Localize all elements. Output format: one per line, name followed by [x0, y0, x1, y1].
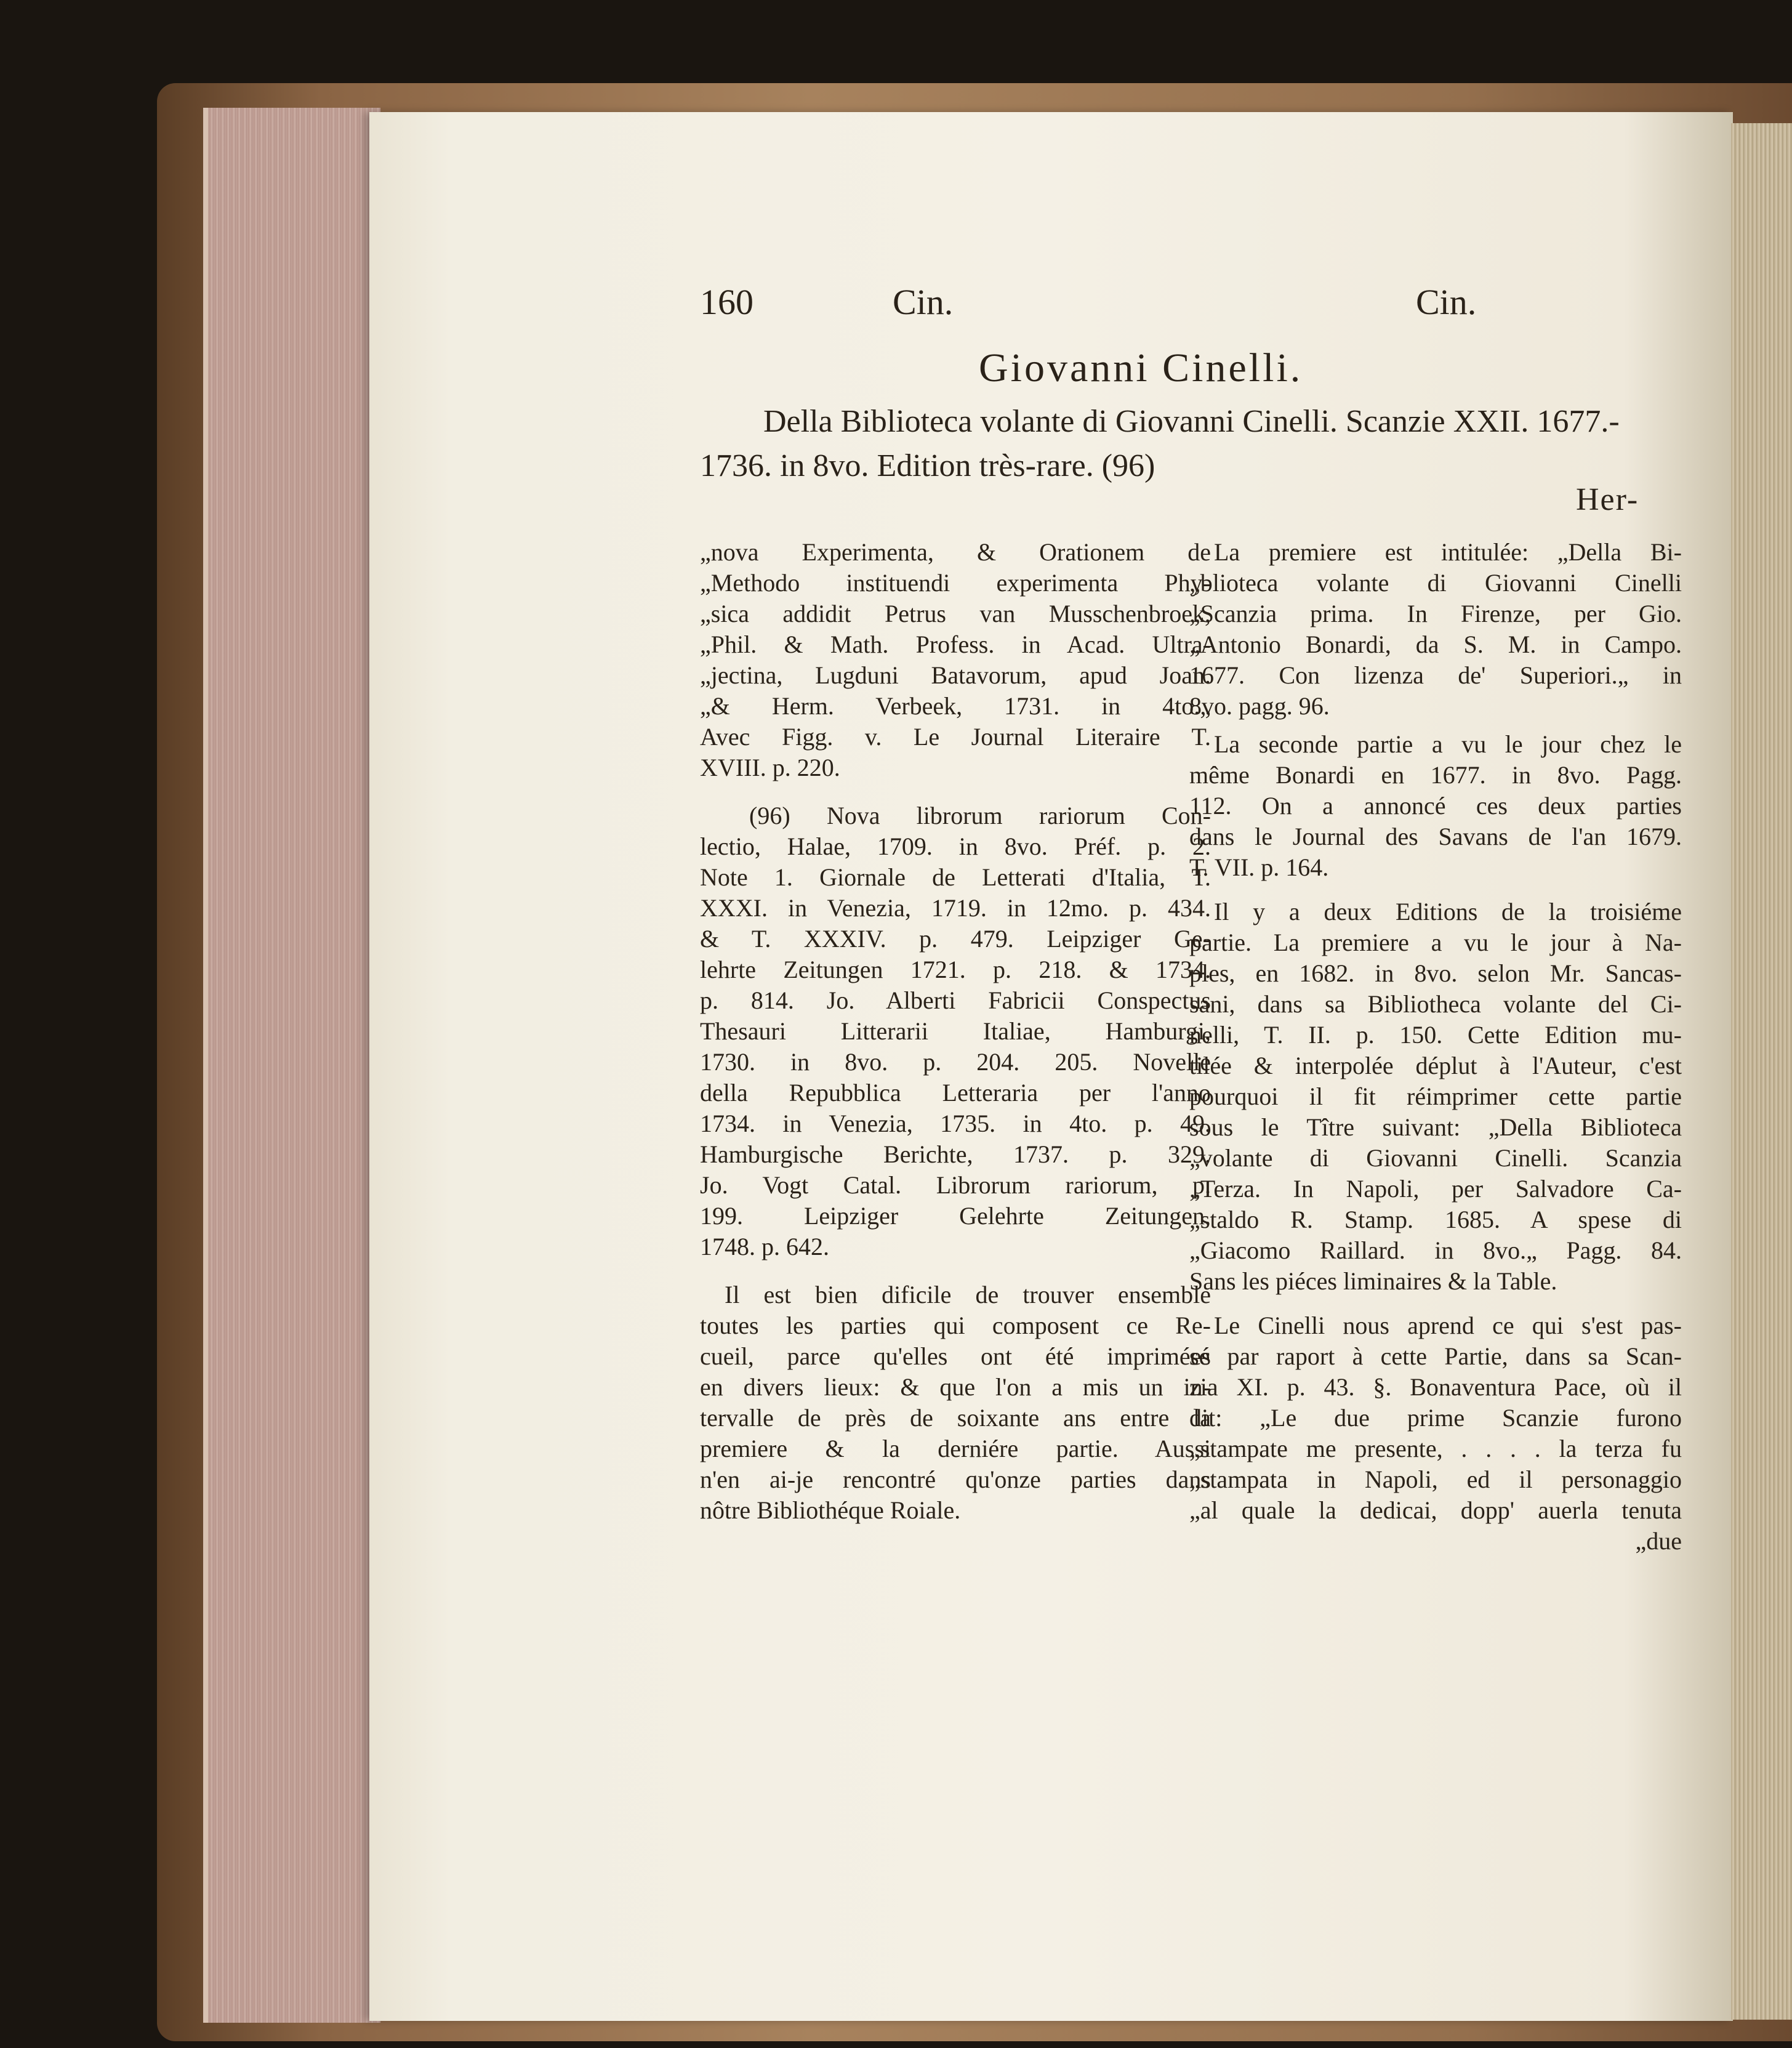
left-paragraph-3 — [700, 1280, 1211, 1526]
text-line: Il y a deux Editions de la troisiéme — [1214, 898, 1682, 925]
text-line: dans le Journal des Savans de l'an 1679. — [1189, 823, 1682, 850]
text-line: „Methodo instituendi experimenta Phy- — [700, 569, 1211, 597]
entry-author: Giovanni Cinelli. — [979, 345, 1303, 390]
text-line: Note 1. Giornale de Letterati d'Italia, T. — [700, 863, 1211, 891]
right-paragraph-1 — [1189, 537, 1682, 722]
text-line: „Terza. In Napoli, per Salvadore Ca- — [1189, 1175, 1682, 1203]
running-head-right: Cin. — [1416, 282, 1477, 322]
catchword-top: Her- — [1576, 482, 1639, 517]
text-line: sé par raport à cette Partie, dans sa Scan- — [1189, 1342, 1682, 1370]
book-page — [369, 112, 1733, 2021]
text-line: toutes les parties qui composent ce Re- — [700, 1312, 1211, 1339]
right-column — [1189, 537, 1682, 1557]
page-edges-right — [1731, 123, 1792, 2020]
text-line: „& Herm. Verbeek, 1731. in 4to.„ — [700, 692, 1211, 720]
text-line: nelli, T. II. p. 150. Cette Edition mu- — [1189, 1021, 1682, 1049]
text-line: „jectina, Lugduni Batavorum, apud Joan. — [700, 661, 1211, 689]
text-line: XVIII. p. 220. — [700, 754, 840, 781]
text-line: Hamburgische Berichte, 1737. p. 329. — [700, 1140, 1211, 1168]
text-line: 112. On a annoncé ces deux parties — [1189, 792, 1682, 820]
text-line: della Repubblica Letteraria per l'anno — [700, 1079, 1211, 1107]
text-line: premiere & la derniére partie. Aussi — [700, 1435, 1211, 1462]
text-line: lectio, Halae, 1709. in 8vo. Préf. p. 2. — [700, 833, 1211, 860]
text-line: zia XI. p. 43. §. Bonaventura Pace, où il — [1189, 1373, 1682, 1401]
text-line: tilée & interpolée déplut à l'Auteur, c'est — [1189, 1052, 1682, 1079]
text-line: „Phil. & Math. Profess. in Acad. Ultra- — [700, 631, 1211, 658]
text-line: 1748. p. 642. — [700, 1233, 829, 1260]
right-paragraph-4 — [1189, 1310, 1682, 1526]
text-line: 199. Leipziger Gelehrte Zeitungen, — [700, 1202, 1211, 1230]
text-line: XXXI. in Venezia, 1719. in 12mo. p. 434. — [700, 894, 1211, 922]
page-edges-left — [203, 108, 380, 2023]
left-paragraph-1 — [700, 537, 1211, 783]
text-line: „nova Experimenta, & Orationem de — [700, 538, 1211, 566]
text-line: sous le Tître suivant: „Della Biblioteca — [1189, 1113, 1682, 1141]
text-line: Jo. Vogt Catal. Librorum rariorum, p. — [700, 1171, 1211, 1199]
entry-title-line-1: Della Biblioteca volante di Giovanni Cinelli. Scanzie XXII. 1677.- — [763, 404, 1620, 439]
text-line: (96) Nova librorum rariorum Con- — [749, 802, 1211, 829]
left-column — [700, 537, 1211, 1526]
text-line: partie. La premiere a vu le jour à Na- — [1189, 929, 1682, 956]
text-line: Il est bien dificile de trouver ensemble — [725, 1281, 1211, 1308]
text-line: & T. XXXIV. p. 479. Leipziger Ge- — [700, 925, 1211, 953]
text-line: lehrte Zeitungen 1721. p. 218. & 1734. — [700, 956, 1211, 983]
text-line: Avec Figg. v. Le Journal Literaire T. — [700, 723, 1211, 751]
text-line: La seconde partie a vu le jour chez le — [1214, 730, 1682, 758]
text-line: sani, dans sa Bibliotheca volante del Ci- — [1189, 990, 1682, 1018]
running-head-left: Cin. — [893, 282, 954, 322]
text-line: „volante di Giovanni Cinelli. Scanzia — [1189, 1144, 1682, 1172]
text-line: pourquoi il fit réimprimer cette partie — [1189, 1082, 1682, 1110]
text-line: 1734. in Venezia, 1735. in 4to. p. 49. — [700, 1110, 1211, 1137]
text-line: 1677. Con lizenza de' Superiori.„ in — [1189, 661, 1682, 689]
text-line: dit: „Le due prime Scanzie furono — [1189, 1404, 1682, 1432]
text-line: nôtre Bibliothéque Roiale. — [700, 1496, 961, 1524]
text-line: „Antonio Bonardi, da S. M. in Campo. — [1189, 631, 1682, 658]
text-line: „blioteca volante di Giovanni Cinelli — [1189, 569, 1682, 597]
text-line: 1730. in 8vo. p. 204. 205. Novelle — [700, 1048, 1211, 1076]
text-line: tervalle de près de soixante ans entre la — [700, 1404, 1211, 1432]
text-line: 8vo. pagg. 96. — [1189, 692, 1330, 720]
text-line: Thesauri Litterarii Italiae, Hamburgi, — [700, 1017, 1211, 1045]
text-line: cueil, parce qu'elles ont été imprimées — [700, 1342, 1211, 1370]
text-line: ples, en 1682. in 8vo. selon Mr. Sancas- — [1189, 959, 1682, 987]
text-line: „al quale la dedicai, dopp' auerla tenuta — [1189, 1496, 1682, 1524]
text-line: T. VII. p. 164. — [1189, 853, 1329, 881]
page-number: 160 — [700, 282, 753, 322]
text-line: n'en ai-je rencontré qu'onze parties dans — [700, 1465, 1211, 1493]
text-line: „stampata in Napoli, ed il personaggio — [1189, 1465, 1682, 1493]
entry-title-line-2: 1736. in 8vo. Edition très-rare. (96) — [700, 448, 1155, 483]
text-line: „staldo R. Stamp. 1685. A spese di — [1189, 1206, 1682, 1233]
right-paragraph-3 — [1189, 897, 1682, 1297]
text-line: La premiere est intitulée: „Della Bi- — [1214, 538, 1682, 566]
text-line: „Giacomo Raillard. in 8vo.„ Pagg. 84. — [1189, 1236, 1682, 1264]
right-paragraph-2 — [1189, 729, 1682, 883]
text-line: Sans les piéces liminaires & la Table. — [1189, 1267, 1557, 1295]
text-line: „sica addidit Petrus van Musschenbroek, — [700, 600, 1211, 627]
text-line: même Bonardi en 1677. in 8vo. Pagg. — [1189, 761, 1682, 789]
text-line: en divers lieux: & que l'on a mis un in- — [700, 1373, 1211, 1401]
text-line: „Scanzia prima. In Firenze, per Gio. — [1189, 600, 1682, 627]
left-paragraph-2 — [700, 800, 1211, 1262]
catchword-bottom: „due — [1635, 1527, 1682, 1555]
text-line: „stampate me presente, . . . . la terza fu — [1189, 1435, 1682, 1462]
text-line: p. 814. Jo. Alberti Fabricii Conspectus — [700, 986, 1211, 1014]
text-line: Le Cinelli nous aprend ce qui s'est pas- — [1214, 1312, 1682, 1339]
